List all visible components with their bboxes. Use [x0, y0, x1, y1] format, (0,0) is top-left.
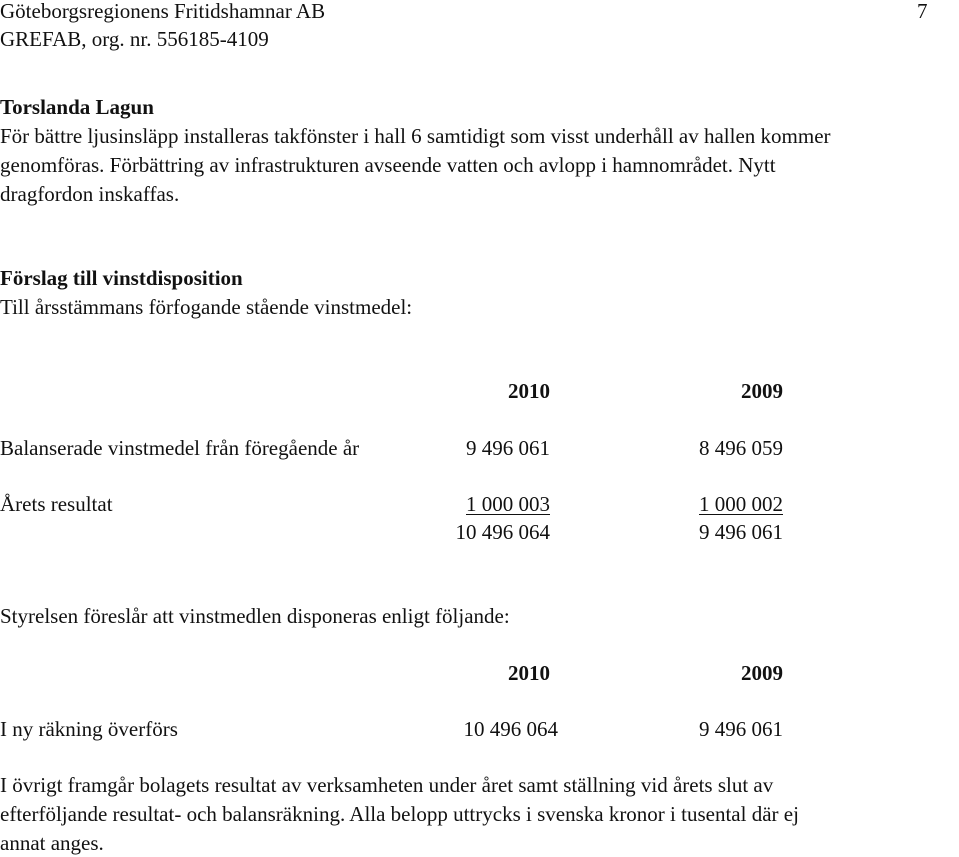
section-title-torslanda: Torslanda Lagun [0, 95, 154, 119]
row-value-2009: 1 000 002 [699, 492, 783, 516]
footer-line: I övrigt framgår bolagets resultat av verksamheten under året samt ställning vid årets slut av [0, 773, 774, 797]
footer-line: efterföljande resultat- och balansräkning. Alla belopp uttrycks i svenska kronor i tusental där ej [0, 802, 799, 826]
row-label: Balanserade vinstmedel från föregående år [0, 436, 360, 460]
row-value-2009: 9 496 061 [699, 717, 783, 741]
paragraph-line: För bättre ljusinsläpp installeras takfönster i hall 6 samtidigt som visst underhåll av hallen kommer [0, 124, 831, 148]
total-value-2010: 10 496 064 [455, 520, 550, 544]
row-value-2009-cell [650, 490, 783, 518]
row-value-2010-cell [420, 490, 550, 518]
table1-header-2009: 2009 [741, 379, 783, 403]
row-value-2009: 8 496 059 [699, 436, 783, 460]
table2-header-2010: 2010 [508, 661, 550, 685]
row-value-2010: 9 496 061 [466, 436, 550, 460]
org-number: GREFAB, org. nr. 556185-4109 [0, 27, 269, 51]
row-value-2010: 1 000 003 [466, 492, 550, 516]
page-number: 7 [917, 0, 928, 23]
table2-header-2009: 2009 [741, 661, 783, 685]
table1-header-2010: 2010 [508, 379, 550, 403]
row-value-2010: 10 496 064 [463, 717, 558, 741]
proposal-intro: Till årsstämmans förfogande stående vinstmedel: [0, 295, 413, 319]
row-label: I ny räkning överförs [0, 717, 178, 741]
company-name: Göteborgsregionens Fritidshamnar AB [0, 0, 326, 23]
row-label: Årets resultat [0, 492, 113, 516]
total-value-2009: 9 496 061 [699, 520, 783, 544]
footer-line: annat anges. [0, 831, 104, 855]
board-proposal-text: Styrelsen föreslår att vinstmedlen disponeras enligt följande: [0, 604, 510, 628]
paragraph-line: genomföras. Förbättring av infrastrukturen avseende vatten och avlopp i hamnområdet. Nytt [0, 153, 776, 177]
section-title-proposal: Förslag till vinstdisposition [0, 266, 243, 290]
paragraph-line: dragfordon inskaffas. [0, 182, 180, 206]
